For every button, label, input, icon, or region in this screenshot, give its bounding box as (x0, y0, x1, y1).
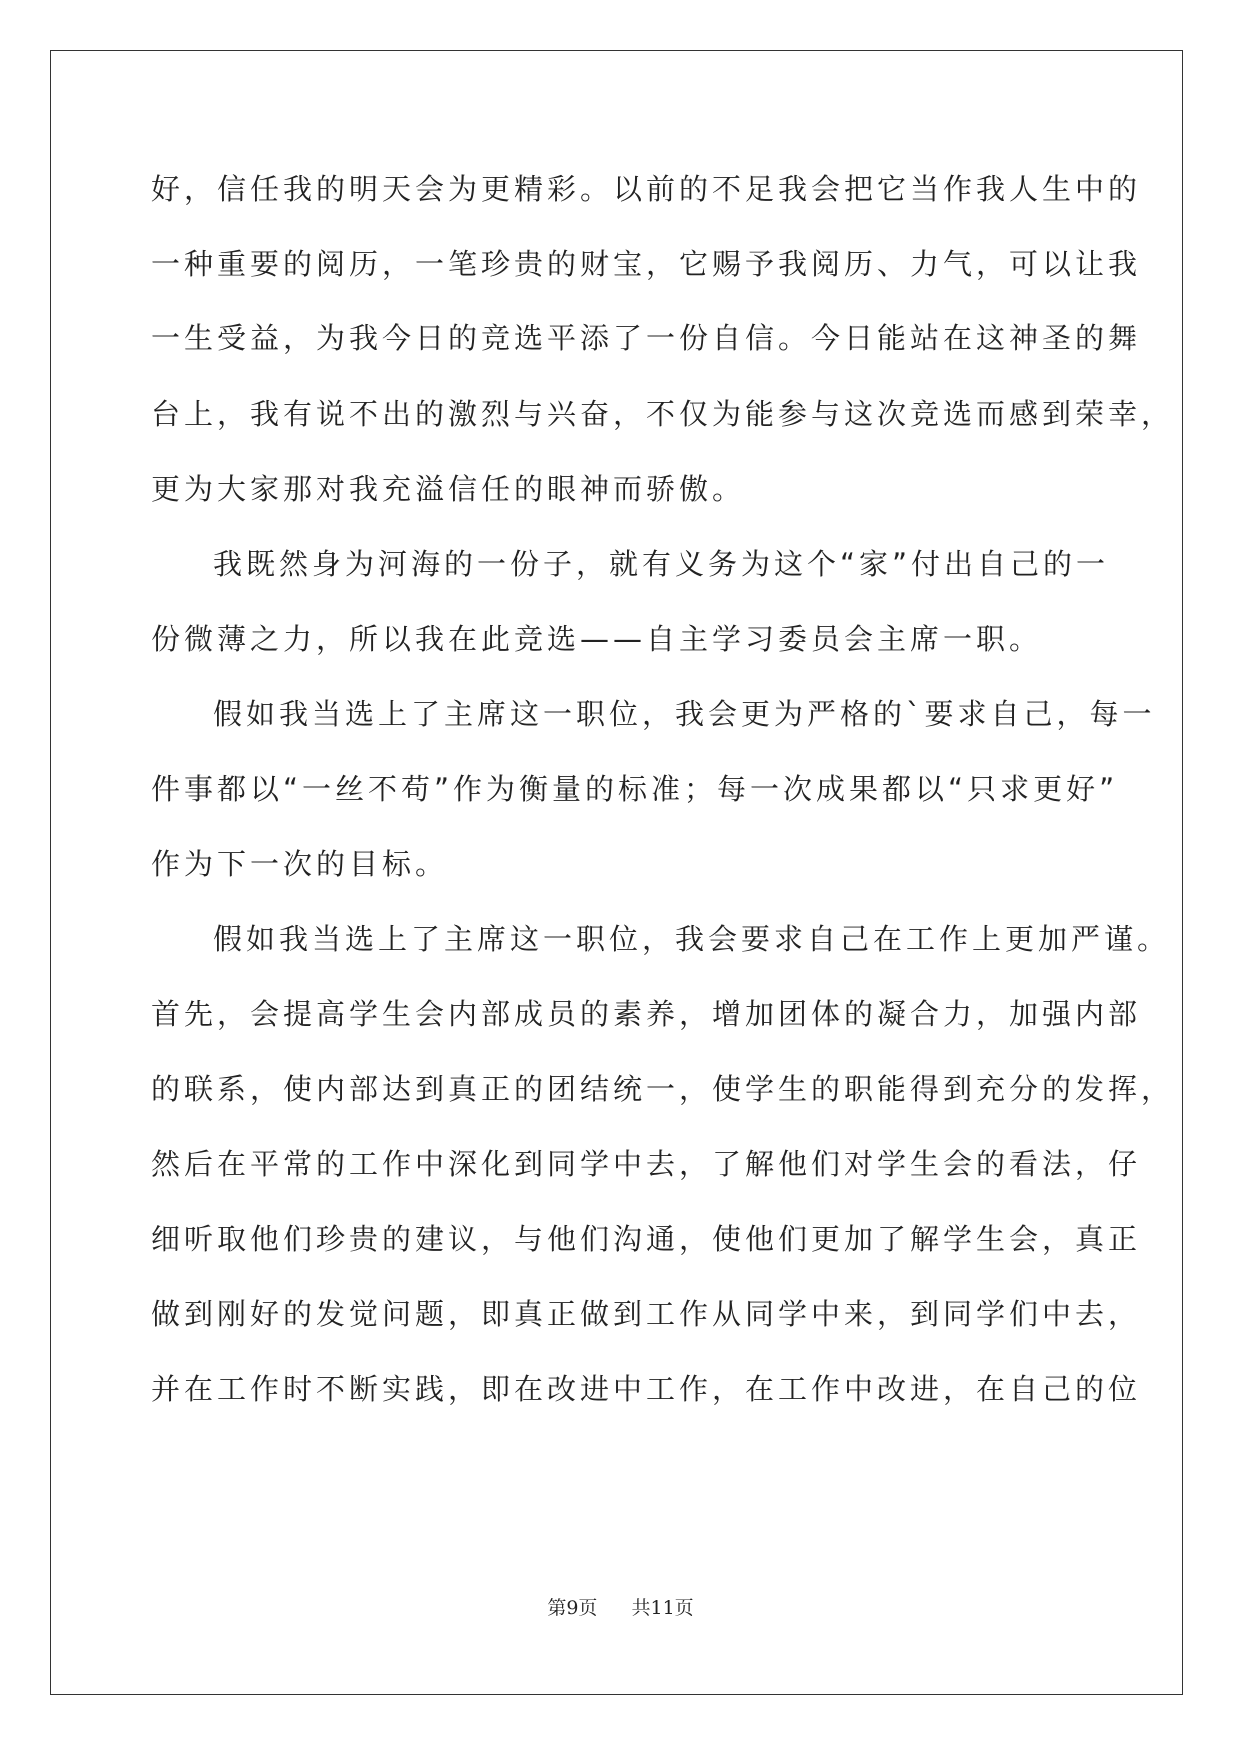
text-line: 的联系，使内部达到真正的团结统一，使学生的职能得到充分的发挥， (151, 1072, 1175, 1106)
page-footer (0, 1596, 1241, 1620)
page-number: 第9页 (547, 1597, 598, 1619)
text-line: 做到刚好的发觉问题，即真正做到工作从同学中来，到同学们中去， (151, 1297, 1142, 1331)
text-line: 并在工作时不断实践，即在改进中工作，在工作中改进，在自己的位 (151, 1372, 1142, 1406)
text-line: 更为大家那对我充溢信任的眼神而骄傲。 (151, 472, 746, 506)
text-line: 一种重要的阅历，一笔珍贵的财宝，它赐予我阅历、力气，可以让我 (151, 247, 1142, 281)
text-line: 一生受益，为我今日的竞选平添了一份自信。今日能站在这神圣的舞 (151, 321, 1142, 355)
paragraph-start-line: 假如我当选上了主席这一职位，我会要求自己在工作上更加严谨。 (213, 922, 1171, 956)
paragraph-start-line: 我既然身为河海的一份子，就有义务为这个“家”付出自己的一 (213, 547, 1110, 581)
paragraph-start-line: 假如我当选上了主席这一职位，我会更为严格的`要求自己，每一 (213, 697, 1156, 731)
text-line: 件事都以“一丝不苟”作为衡量的标准；每一次成果都以“只求更好” (151, 772, 1119, 806)
page-total: 共11页 (631, 1597, 694, 1619)
text-line: 作为下一次的目标。 (151, 847, 449, 881)
text-line: 台上，我有说不出的激烈与兴奋，不仅为能参与这次竞选而感到荣幸， (151, 397, 1175, 431)
text-line: 份微薄之力，所以我在此竞选——自主学习委员会主席一职。 (151, 622, 1043, 656)
text-line: 首先，会提高学生会内部成员的素养，增加团体的凝合力，加强内部 (151, 997, 1142, 1031)
text-line: 然后在平常的工作中深化到同学中去，了解他们对学生会的看法，仔 (151, 1147, 1142, 1181)
text-line: 细听取他们珍贵的建议，与他们沟通，使他们更加了解学生会，真正 (151, 1222, 1142, 1256)
text-line: 好，信任我的明天会为更精彩。以前的不足我会把它当作我人生中的 (151, 172, 1142, 206)
